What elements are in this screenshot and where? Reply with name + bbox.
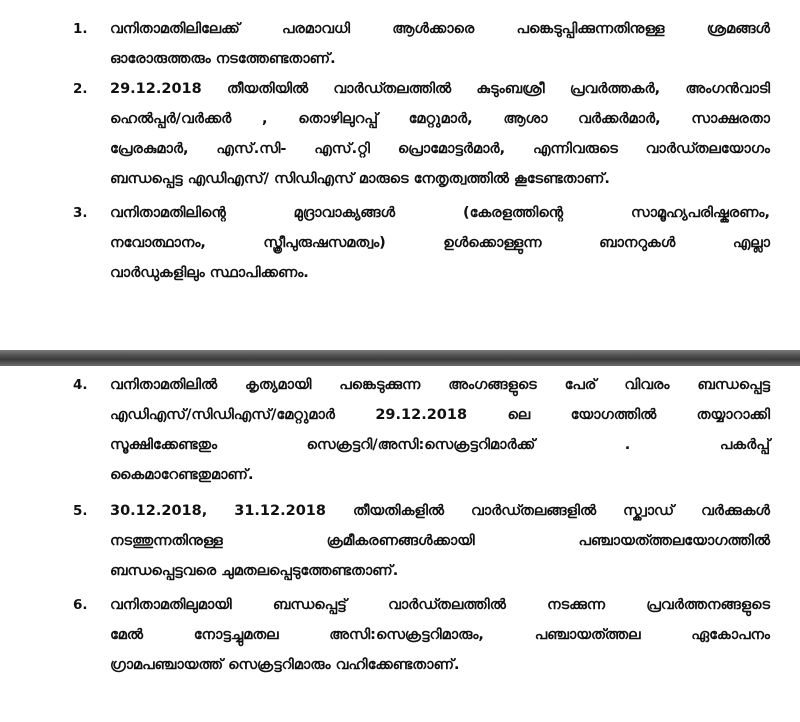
document-page-bottom [0, 366, 800, 722]
text-line: നവോത്ഥാനം, സ്ത്രീപുരുഷസമത്വം) ഉൾക്കൊള്ളുന്ന ബാനറുകൾ എല്ലാ [110, 235, 770, 251]
text-line: ഹെൽപ്പർ/വർക്കർ , തൊഴിലുറപ്പ് മേറ്റുമാർ, ആശാ വർക്കർമാർ, സാക്ഷരതാ [110, 111, 770, 127]
text-line: കൈമാറേണ്ടതുമാണ്. [110, 467, 254, 483]
item-text [110, 14, 770, 74]
text-line: ബന്ധപ്പെട്ട എഡിഎസ്/ സിഡിഎസ് മാരുടെ നേതൃത്വത്തിൽ കൂടേണ്ടതാണ്. [110, 171, 610, 187]
text-line: വനിതാമതിലിലേക്ക് പരമാവധി ആൾക്കാരെ പങ്കെടുപ്പിക്കുന്നതിനുള്ള ശ്രമങ്ങൾ [110, 21, 770, 37]
text-line: സൂക്ഷിക്കേണ്ടതും സെക്രട്ടറി/അസി:സെക്രട്ടറിമാർക്ക് . പകർപ്പ് [110, 437, 770, 453]
item-number: 5. [73, 503, 88, 519]
text-line: മേൽ നോട്ടച്ചുമതല അസി:സെക്രട്ടറിമാരും, പഞ്ചായത്ത്തല ഏകോപനം [110, 627, 770, 643]
text-line: ഗ്രാമപഞ്ചായത്ത് സെക്രട്ടറിമാരും വഹിക്കേണ്ടതാണ്. [110, 657, 460, 673]
item-number: 3. [73, 205, 88, 221]
item-text [110, 496, 770, 586]
text-line: എഡിഎസ്/സിഡിഎസ്/മേറ്റുമാർ 29.12.2018 ലെ യോഗത്തിൽ തയ്യാറാക്കി [110, 407, 770, 423]
item-number: 2. [73, 81, 88, 97]
item-text [110, 198, 770, 288]
item-text [110, 74, 770, 194]
text-line: വാർഡുകളിലും സ്ഥാപിക്കണം. [110, 265, 309, 281]
text-line: വനിതാമതിലിൽ കൃത്യമായി പങ്കെടുക്കുന്ന അംഗങ്ങളുടെ പേര് വിവരം ബന്ധപ്പെട്ട [110, 377, 770, 393]
text-line: 29.12.2018 തീയതിയിൽ വാർഡ്തലത്തിൽ കുടുംബശ്രീ പ്രവർത്തകർ, അംഗൻവാടി [110, 81, 770, 97]
text-line: 30.12.2018, 31.12.2018 തീയതികളിൽ വാർഡ്തലങ്ങളിൽ സ്ക്വാഡ് വർക്കുകൾ [110, 503, 770, 519]
text-line: വനിതാമതിലുമായി ബന്ധപ്പെട്ട് വാർഡ്തലത്തിൽ നടക്കുന്ന പ്രവർത്തനങ്ങളുടെ [110, 597, 770, 613]
page-separator [0, 350, 800, 366]
item-number: 4. [73, 377, 88, 393]
item-number: 1. [73, 21, 88, 37]
item-text [110, 590, 770, 680]
text-line: പ്രേരകുമാർ, എസ്.സി- എസ്.റ്റി പ്രൊമോട്ടർമാർ, എന്നിവരുടെ വാർഡ്തലയോഗം [110, 141, 770, 157]
text-line: ബന്ധപ്പെട്ടവരെ ചുമതലപ്പെടുത്തേണ്ടതാണ്. [110, 563, 399, 579]
item-text [110, 370, 770, 490]
document-page-top [0, 0, 800, 350]
text-line: നടത്തുന്നതിനുള്ള ക്രമീകരണങ്ങൾക്കായി പഞ്ചായത്ത്തലയോഗത്തിൽ [110, 533, 770, 549]
text-line: വനിതാമതിലിന്റെ മുദ്രാവാക്യങ്ങൾ (കേരളത്തിന്റെ സാമൂഹ്യപരിഷ്കരണം, [110, 205, 770, 221]
item-number: 6. [73, 597, 88, 613]
text-line: ഓരോരുത്തരും നടത്തേണ്ടതാണ്. [110, 51, 336, 67]
